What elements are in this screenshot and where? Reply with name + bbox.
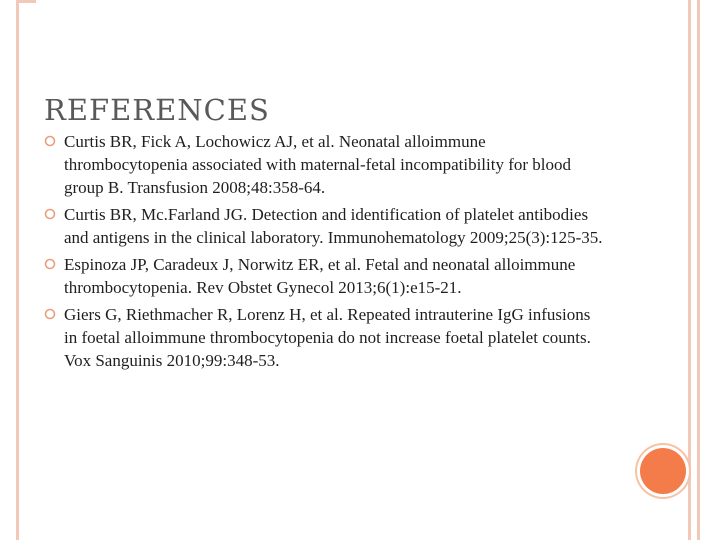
- reference-text: Espinoza JP, Caradeux J, Norwitz ER, et al. Fetal and neonatal alloimmune thrombocytopenia. Rev Obstet Gynecol 2013;6(1):e15-21.: [64, 255, 576, 297]
- reference-item: [44, 303, 604, 372]
- slide-title: REFERENCES: [44, 93, 270, 128]
- circle-outline-icon: [44, 258, 56, 270]
- decorative-circle: [640, 448, 686, 494]
- top-frame-accent: [16, 0, 36, 3]
- reference-text: Curtis BR, Mc.Farland JG. Detection and identification of platelet antibodies and antigens in the clinical laboratory. Immunohematology 2009;25(3):125-35.: [64, 205, 603, 247]
- reference-list: [44, 130, 604, 376]
- reference-item: [44, 203, 604, 249]
- reference-item: [44, 130, 604, 199]
- left-frame-line: [16, 0, 19, 540]
- right-frame-lines: [688, 0, 700, 540]
- reference-text: Giers G, Riethmacher R, Lorenz H, et al. Repeated intrauterine IgG infusions in foetal alloimmune thrombocytopenia do not increase foetal platelet counts. Vox Sanguinis 2010;99:348-53.: [64, 305, 591, 370]
- circle-outline-icon: [44, 308, 56, 320]
- circle-outline-icon: [44, 208, 56, 220]
- reference-item: [44, 253, 604, 299]
- reference-text: Curtis BR, Fick A, Lochowicz AJ, et al. Neonatal alloimmune thrombocytopenia associated with maternal-fetal incompatibility for blood group B. Transfusion 2008;48:358-64.: [64, 132, 572, 197]
- circle-outline-icon: [44, 135, 56, 147]
